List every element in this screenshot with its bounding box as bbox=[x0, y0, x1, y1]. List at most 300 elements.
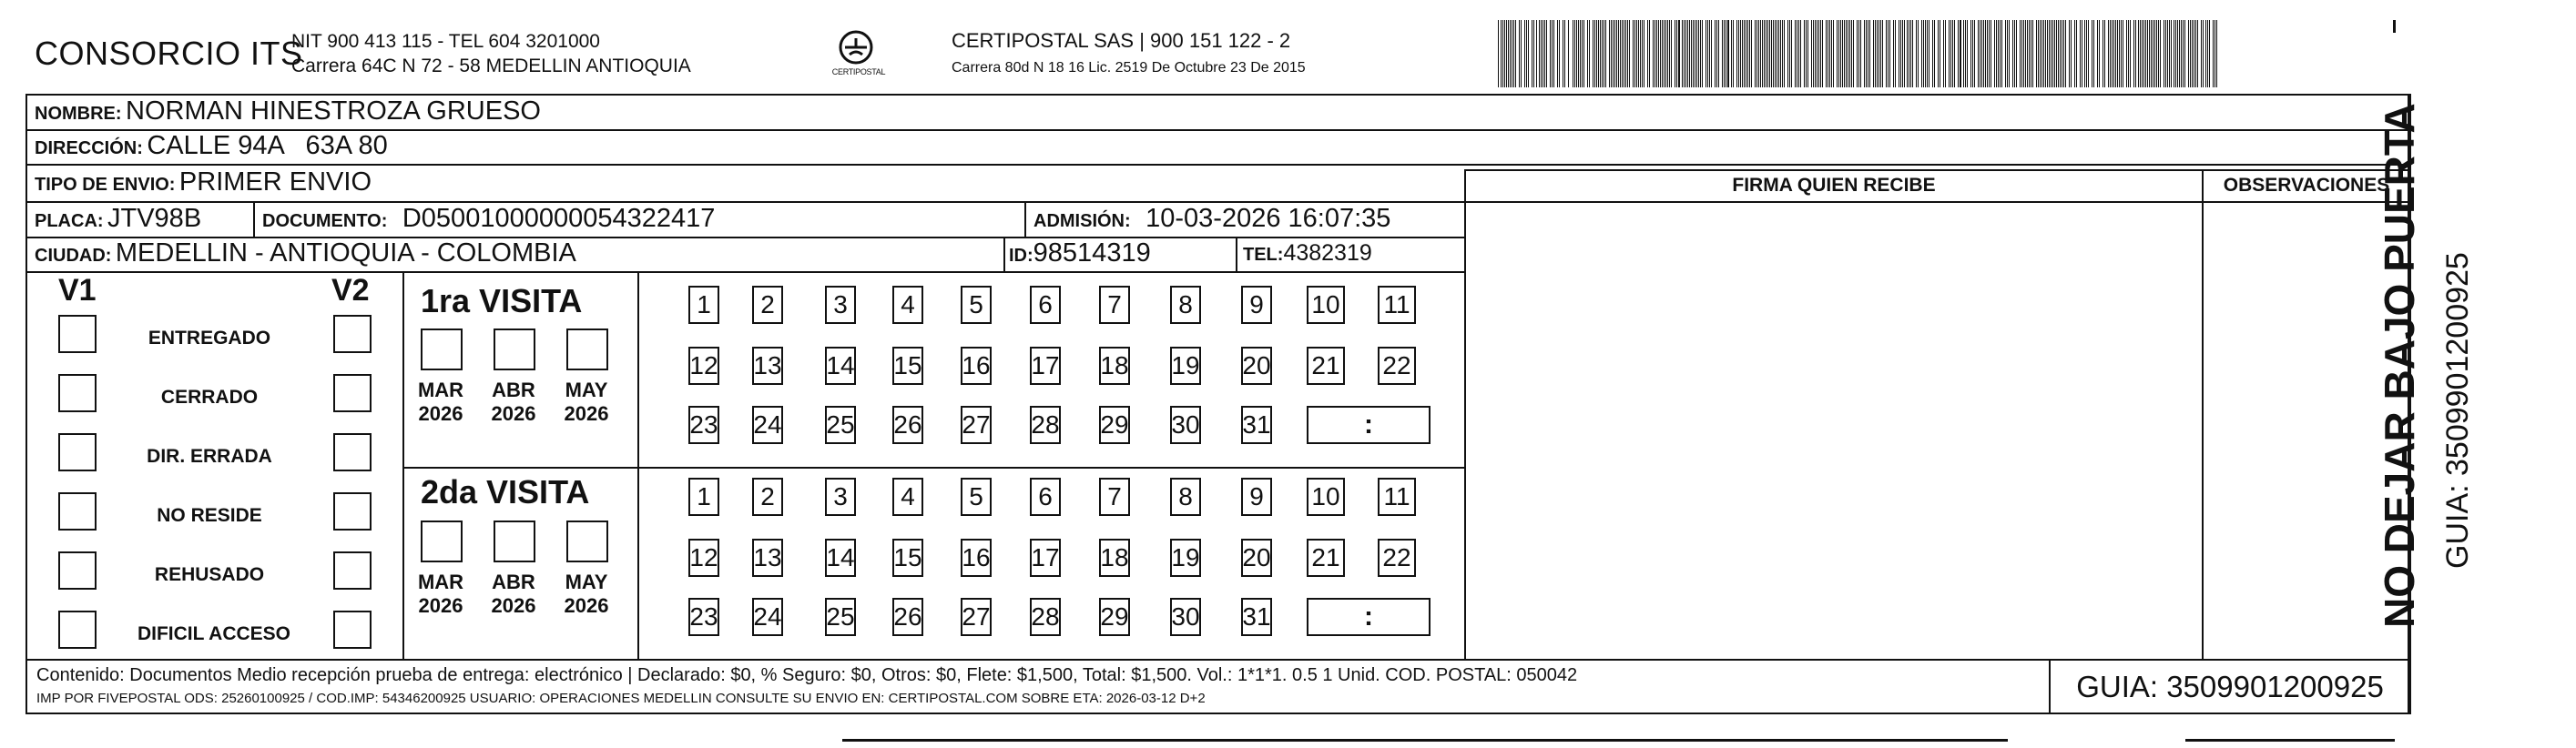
barcode-bar bbox=[1582, 20, 1583, 87]
barcode-bar bbox=[2052, 20, 2053, 87]
second-visit-day-box[interactable]: 23 bbox=[688, 598, 719, 636]
first-visit-day-box[interactable]: 31 bbox=[1241, 406, 1272, 444]
second-visit-time-box[interactable]: : bbox=[1307, 598, 1431, 636]
v2-checkbox[interactable] bbox=[333, 315, 372, 353]
barcode-bar bbox=[2133, 20, 2134, 87]
id-label: ID: bbox=[1009, 246, 1033, 266]
barcode-bar bbox=[1506, 20, 1507, 87]
barcode-bar bbox=[2115, 20, 2116, 87]
first-visit-day-box[interactable]: 21 bbox=[1307, 347, 1345, 385]
barcode-bar bbox=[2049, 20, 2050, 87]
barcode-bar bbox=[1702, 20, 1703, 87]
barcode-bar bbox=[1711, 20, 1712, 87]
barcode-bar bbox=[1698, 20, 1699, 87]
barcode-bar bbox=[1589, 20, 1590, 87]
second-visit-day-box[interactable]: 22 bbox=[1378, 539, 1416, 577]
second-visit-day-box[interactable]: 17 bbox=[1030, 539, 1061, 577]
second-visit-day-box[interactable]: 12 bbox=[688, 539, 719, 577]
second-visit-day-box[interactable]: 19 bbox=[1170, 539, 1201, 577]
barcode-bar bbox=[1869, 20, 1870, 87]
first-visit-day-box[interactable]: 26 bbox=[892, 406, 923, 444]
barcode-bar bbox=[1622, 20, 1623, 87]
barcode-bar bbox=[2056, 20, 2057, 87]
first-visit-day-box[interactable]: 6 bbox=[1030, 286, 1061, 324]
barcode-bar bbox=[1902, 20, 1903, 87]
v2-checkbox[interactable] bbox=[333, 433, 372, 471]
barcode-bar bbox=[1596, 20, 1597, 87]
barcode-bar bbox=[1864, 20, 1865, 87]
barcode-bar bbox=[1664, 20, 1665, 87]
status-label: REHUSADO bbox=[154, 564, 265, 585]
barcode-bar bbox=[1782, 20, 1783, 87]
barcode-bar bbox=[1602, 20, 1603, 87]
first-visit-month-label bbox=[413, 379, 468, 426]
first-visit-day-box[interactable]: 3 bbox=[825, 286, 856, 324]
barcode-bar bbox=[2165, 20, 2166, 87]
barcode-bar bbox=[1965, 20, 1966, 87]
barcode-bar bbox=[1557, 20, 1558, 87]
first-visit-day-box[interactable]: 12 bbox=[688, 347, 719, 385]
barcode-bar bbox=[1616, 20, 1617, 87]
barcode-bar bbox=[2045, 20, 2046, 87]
first-visit-day-box[interactable]: 18 bbox=[1099, 347, 1130, 385]
barcode-bar bbox=[1553, 20, 1554, 87]
barcode-bar bbox=[1880, 20, 1881, 87]
v1-checkbox[interactable] bbox=[58, 374, 97, 412]
month-year: 2026 bbox=[564, 594, 609, 617]
barcode-bar bbox=[2181, 20, 2182, 87]
first-visit-day-box[interactable]: 16 bbox=[961, 347, 992, 385]
barcode-bar bbox=[1780, 20, 1781, 87]
barcode-bar bbox=[1521, 20, 1522, 87]
barcode-bar bbox=[1510, 20, 1511, 87]
barcode-bar bbox=[1600, 20, 1601, 87]
barcode-bar bbox=[2169, 20, 2170, 87]
barcode-bar bbox=[1950, 20, 1951, 87]
barcode-bar bbox=[1638, 20, 1639, 87]
second-visit-day-box[interactable]: 6 bbox=[1030, 478, 1061, 516]
barcode-bar bbox=[2016, 20, 2017, 87]
documento-cell bbox=[262, 204, 715, 234]
signature-area[interactable] bbox=[1466, 203, 2200, 657]
second-visit-day-box[interactable]: 13 bbox=[752, 539, 783, 577]
barcode-bar bbox=[1559, 20, 1560, 87]
barcode-bar bbox=[1895, 20, 1896, 87]
barcode-bar bbox=[1598, 20, 1599, 87]
barcode-bar bbox=[2074, 20, 2075, 87]
barcode-bar bbox=[2112, 20, 2113, 87]
barcode-bar bbox=[1715, 20, 1716, 87]
barcode-bar bbox=[2110, 20, 2111, 87]
second-visit-day-box[interactable]: 11 bbox=[1378, 478, 1416, 516]
barcode-bar bbox=[2014, 20, 2015, 87]
second-visit-day-box[interactable]: 7 bbox=[1099, 478, 1130, 516]
second-visit-month-checkbox[interactable] bbox=[494, 521, 535, 562]
barcode-bar bbox=[1773, 20, 1774, 87]
guia-number: GUIA: 3509901200925 bbox=[2049, 659, 2409, 714]
barcode-bar bbox=[2065, 20, 2066, 87]
barcode-bar bbox=[1818, 20, 1819, 87]
barcode-bar bbox=[1620, 20, 1621, 87]
second-visit-day-box[interactable]: 8 bbox=[1170, 478, 1201, 516]
second-visit-day-box[interactable]: 30 bbox=[1170, 598, 1201, 636]
second-visit-day-box[interactable]: 25 bbox=[825, 598, 856, 636]
barcode-bar bbox=[2012, 20, 2013, 87]
first-visit-day-box[interactable]: 24 bbox=[752, 406, 783, 444]
barcode-bar bbox=[1636, 20, 1637, 87]
barcode-bar bbox=[1826, 20, 1827, 87]
first-visit-month-checkbox[interactable] bbox=[566, 329, 608, 370]
status-label: NO RESIDE bbox=[157, 505, 262, 526]
second-visit-day-box[interactable]: 21 bbox=[1307, 539, 1345, 577]
barcode-bar bbox=[1833, 20, 1834, 87]
barcode-bar bbox=[1960, 20, 1961, 87]
barcode-bar bbox=[1513, 20, 1514, 87]
tipo-label: TIPO DE ENVIO: bbox=[35, 175, 176, 195]
certipostal-line: CERTIPOSTAL SAS | 900 151 122 - 2 bbox=[952, 29, 1291, 52]
v1-checkbox[interactable] bbox=[58, 551, 97, 590]
second-visit-day-box[interactable]: 14 bbox=[825, 539, 856, 577]
documento-label: DOCUMENTO: bbox=[262, 211, 388, 231]
first-visit-day-box[interactable]: 4 bbox=[892, 286, 923, 324]
barcode-bar bbox=[1744, 20, 1745, 87]
barcode-bar bbox=[1609, 20, 1610, 87]
second-visit-day-box[interactable]: 9 bbox=[1241, 478, 1272, 516]
barcode-bar bbox=[2130, 20, 2131, 87]
barcode-bar bbox=[1989, 20, 1990, 87]
barcode-bar bbox=[1981, 20, 1982, 87]
barcode-bar bbox=[1671, 20, 1672, 87]
second-visit-day-box[interactable]: 28 bbox=[1030, 598, 1061, 636]
first-visit-day-box[interactable]: 28 bbox=[1030, 406, 1061, 444]
barcode-bar bbox=[2126, 20, 2127, 87]
direccion-label: DIRECCIÓN: bbox=[35, 138, 143, 158]
second-visit-day-box[interactable]: 3 bbox=[825, 478, 856, 516]
nombre-value: NORMAN HINESTROZA GRUESO bbox=[126, 96, 541, 126]
first-visit-day-box[interactable]: 7 bbox=[1099, 286, 1130, 324]
barcode-bar bbox=[2040, 20, 2041, 87]
barcode-bar bbox=[1647, 20, 1648, 87]
second-visit-day-box[interactable]: 24 bbox=[752, 598, 783, 636]
barcode-bar bbox=[1676, 20, 1677, 87]
barcode-bar bbox=[2143, 20, 2144, 87]
barcode-bar bbox=[1629, 20, 1630, 87]
first-visit-month-checkbox[interactable] bbox=[421, 329, 463, 370]
barcode-bar bbox=[1662, 20, 1663, 87]
barcode-bar bbox=[1705, 20, 1706, 87]
first-visit-day-box[interactable]: 23 bbox=[688, 406, 719, 444]
barcode-bar bbox=[1888, 20, 1889, 87]
v2-checkbox[interactable] bbox=[333, 611, 372, 649]
v1-checkbox[interactable] bbox=[58, 315, 97, 353]
barcode-bar bbox=[1678, 20, 1680, 87]
barcode-bar bbox=[1687, 20, 1688, 87]
barcode-bar bbox=[1983, 20, 1984, 87]
barcode-bar bbox=[2121, 20, 2122, 87]
col-divider bbox=[253, 201, 255, 237]
barcode-bar bbox=[2021, 20, 2022, 87]
barcode-bar bbox=[1693, 20, 1694, 87]
barcode-bar bbox=[2149, 20, 2150, 87]
direccion-row bbox=[35, 131, 388, 161]
tipo-row bbox=[35, 167, 372, 197]
barcode-bar bbox=[1771, 20, 1772, 87]
ciudad-value: MEDELLIN - ANTIOQUIA - COLOMBIA bbox=[115, 238, 576, 268]
barcode-bar bbox=[1923, 20, 1924, 87]
barcode-bar bbox=[1844, 20, 1845, 87]
barcode-bar bbox=[1742, 20, 1743, 87]
barcode-bar bbox=[2038, 20, 2039, 87]
barcode-bar bbox=[2069, 20, 2070, 87]
barcode-bar bbox=[2147, 20, 2148, 87]
barcode-bar bbox=[2005, 20, 2006, 87]
barcode-bar bbox=[2054, 20, 2055, 87]
barcode-bar bbox=[1829, 20, 1830, 87]
barcode-bar bbox=[1756, 20, 1757, 87]
barcode-bar bbox=[2135, 20, 2136, 87]
v2-checkbox[interactable] bbox=[333, 374, 372, 412]
first-visit-day-box[interactable]: 29 bbox=[1099, 406, 1130, 444]
barcode-bar bbox=[2175, 20, 2176, 87]
barcode-bar bbox=[1568, 20, 1569, 87]
barcode-bar bbox=[1851, 20, 1852, 87]
barcode-bar bbox=[1858, 20, 1859, 87]
barcode-bar bbox=[1882, 20, 1883, 87]
barcode-bar bbox=[1875, 20, 1876, 87]
barcode-bar bbox=[2071, 20, 2072, 87]
placa-cell bbox=[35, 204, 201, 234]
barcode-bar bbox=[1634, 20, 1635, 87]
first-visit-day-box[interactable]: 17 bbox=[1030, 347, 1061, 385]
second-visit-day-box[interactable]: 5 bbox=[961, 478, 992, 516]
v2-checkbox[interactable] bbox=[333, 492, 372, 531]
v1-checkbox[interactable] bbox=[58, 611, 97, 649]
barcode-bar bbox=[1709, 20, 1710, 87]
barcode-bar bbox=[2213, 20, 2214, 87]
row-divider bbox=[25, 164, 2409, 166]
barcode-bar bbox=[2156, 20, 2157, 87]
barcode-bar bbox=[1758, 20, 1759, 87]
second-visit-day-box[interactable]: 29 bbox=[1099, 598, 1130, 636]
barcode-bar bbox=[1640, 20, 1641, 87]
first-visit-day-box[interactable]: 20 bbox=[1241, 347, 1272, 385]
barcode-bar bbox=[1972, 20, 1973, 87]
barcode-bar bbox=[2179, 20, 2180, 87]
barcode-bar bbox=[1685, 20, 1686, 87]
month-year: 2026 bbox=[418, 402, 463, 425]
certipostal-address: Carrera 80d N 18 16 Lic. 2519 De Octubre 23 De 2015 bbox=[952, 60, 1306, 76]
first-visit-day-box[interactable]: 5 bbox=[961, 286, 992, 324]
barcode-bar bbox=[2000, 20, 2001, 87]
barcode-bar bbox=[1987, 20, 1988, 87]
second-visit-month-checkbox[interactable] bbox=[421, 521, 463, 562]
barcode-bar bbox=[2209, 20, 2210, 87]
v2-checkbox[interactable] bbox=[333, 551, 372, 590]
barcode-bar bbox=[1791, 20, 1792, 87]
second-visit-day-box[interactable]: 26 bbox=[892, 598, 923, 636]
barcode-bar bbox=[1907, 20, 1908, 87]
first-visit-day-box[interactable]: 2 bbox=[752, 286, 783, 324]
barcode-bar bbox=[2097, 20, 2098, 87]
id-cell bbox=[1009, 238, 1151, 268]
barcode-bar bbox=[1787, 20, 1788, 87]
barcode-bar bbox=[1526, 20, 1527, 87]
month-name: MAR bbox=[417, 379, 464, 401]
second-visit-month-checkbox[interactable] bbox=[566, 521, 608, 562]
barcode-bar bbox=[1660, 20, 1661, 87]
second-visit-day-box[interactable]: 20 bbox=[1241, 539, 1272, 577]
second-visit-day-box[interactable]: 2 bbox=[752, 478, 783, 516]
barcode-bar bbox=[1736, 20, 1737, 87]
barcode-bar bbox=[1978, 20, 1979, 87]
barcode-bar bbox=[1541, 20, 1542, 87]
barcode-bar bbox=[1552, 20, 1553, 87]
month-name: MAY bbox=[565, 379, 608, 401]
documento-value: D05001000000054322417 bbox=[402, 204, 716, 233]
barcode-bar bbox=[1691, 20, 1692, 87]
barcode-bar bbox=[2201, 20, 2202, 87]
barcode-bar bbox=[1970, 20, 1971, 87]
tel-value: 4382319 bbox=[1283, 240, 1372, 266]
barcode-bar bbox=[2160, 20, 2161, 87]
barcode-bar bbox=[1784, 20, 1785, 87]
first-visit-day-box[interactable]: 11 bbox=[1378, 286, 1416, 324]
barcode-bar bbox=[1910, 20, 1911, 87]
month-name: MAY bbox=[565, 571, 608, 593]
barcode-bar bbox=[2142, 20, 2143, 87]
first-visit-day-box[interactable]: 1 bbox=[688, 286, 719, 324]
barcode-bar bbox=[2145, 20, 2146, 87]
first-visit-day-box[interactable]: 13 bbox=[752, 347, 783, 385]
barcode-bar bbox=[2203, 20, 2204, 87]
barcode-bar bbox=[1627, 20, 1628, 87]
barcode-bar bbox=[1642, 20, 1643, 87]
barcode-bar bbox=[2104, 20, 2105, 87]
barcode-bar bbox=[1838, 20, 1839, 87]
first-visit-day-box[interactable]: 22 bbox=[1378, 347, 1416, 385]
barcode-bar bbox=[1716, 20, 1717, 87]
barcode-bar bbox=[2167, 20, 2168, 87]
barcode bbox=[1498, 20, 2222, 87]
first-visit-month-checkbox[interactable] bbox=[494, 329, 535, 370]
col-divider bbox=[1003, 237, 1005, 271]
barcode-bar bbox=[1769, 20, 1770, 87]
barcode-bar bbox=[1822, 20, 1823, 87]
second-visit-day-box[interactable]: 16 bbox=[961, 539, 992, 577]
barcode-bar bbox=[1580, 20, 1581, 87]
barcode-bar bbox=[1945, 20, 1946, 87]
v1-checkbox[interactable] bbox=[58, 492, 97, 531]
barcode-bar bbox=[1508, 20, 1509, 87]
barcode-bar bbox=[1669, 20, 1670, 87]
barcode-bar bbox=[1974, 20, 1975, 87]
barcode-bar bbox=[1738, 20, 1739, 87]
barcode-bar bbox=[1820, 20, 1821, 87]
tel-label: TEL: bbox=[1243, 245, 1284, 265]
barcode-bar bbox=[1952, 20, 1953, 87]
first-visit-day-box[interactable]: 14 bbox=[825, 347, 856, 385]
company-contact bbox=[291, 29, 691, 78]
first-visit-day-box[interactable]: 10 bbox=[1307, 286, 1345, 324]
barcode-bar bbox=[1846, 20, 1847, 87]
second-visit-day-box[interactable]: 18 bbox=[1099, 539, 1130, 577]
barcode-bar bbox=[2188, 20, 2189, 87]
scan-line bbox=[2185, 739, 2395, 742]
barcode-bar bbox=[1857, 20, 1858, 87]
second-visit-day-box[interactable]: 15 bbox=[892, 539, 923, 577]
barcode-bar bbox=[2195, 20, 2196, 87]
barcode-bar bbox=[1755, 20, 1756, 87]
barcode-bar bbox=[1665, 20, 1666, 87]
second-visit-day-box[interactable]: 4 bbox=[892, 478, 923, 516]
first-visit-time-box[interactable]: : bbox=[1307, 406, 1431, 444]
barcode-bar bbox=[2063, 20, 2064, 87]
barcode-bar bbox=[2108, 20, 2109, 87]
row-divider bbox=[1464, 169, 2409, 171]
first-visit-day-box[interactable]: 8 bbox=[1170, 286, 1201, 324]
barcode-bar bbox=[2190, 20, 2191, 87]
barcode-bar bbox=[1996, 20, 1997, 87]
barcode-bar bbox=[2058, 20, 2059, 87]
barcode-bar bbox=[1932, 20, 1933, 87]
second-visit-day-box[interactable]: 31 bbox=[1241, 598, 1272, 636]
first-visit-day-box[interactable]: 27 bbox=[961, 406, 992, 444]
barcode-bar bbox=[1605, 20, 1606, 87]
barcode-bar bbox=[2151, 20, 2152, 87]
barcode-bar bbox=[2192, 20, 2193, 87]
barcode-bar bbox=[1789, 20, 1790, 87]
barcode-bar bbox=[2117, 20, 2118, 87]
barcode-bar bbox=[1501, 20, 1502, 87]
barcode-bar bbox=[1536, 20, 1537, 87]
barcode-bar bbox=[1831, 20, 1832, 87]
barcode-bar bbox=[1775, 20, 1776, 87]
barcode-bar bbox=[2183, 20, 2184, 87]
barcode-bar bbox=[1893, 20, 1894, 87]
first-visit-day-box[interactable]: 30 bbox=[1170, 406, 1201, 444]
barcode-bar bbox=[2051, 20, 2052, 87]
placa-label: PLACA: bbox=[35, 211, 104, 231]
nit-line: NIT 900 413 115 - TEL 604 3201000 bbox=[291, 31, 600, 52]
barcode-bar bbox=[1502, 20, 1503, 87]
barcode-bar bbox=[2020, 20, 2021, 87]
barcode-bar bbox=[1963, 20, 1964, 87]
first-visit-day-box[interactable]: 25 bbox=[825, 406, 856, 444]
barcode-bar bbox=[2025, 20, 2026, 87]
first-visit-day-box[interactable]: 15 bbox=[892, 347, 923, 385]
admision-label: ADMISIÓN: bbox=[1033, 211, 1131, 231]
barcode-bar bbox=[1813, 20, 1814, 87]
barcode-bar bbox=[1618, 20, 1619, 87]
barcode-bar bbox=[1515, 20, 1516, 87]
second-visit-day-box[interactable]: 10 bbox=[1307, 478, 1345, 516]
col-divider bbox=[1236, 237, 1237, 271]
barcode-bar bbox=[2036, 20, 2037, 87]
first-visit-day-box[interactable]: 19 bbox=[1170, 347, 1201, 385]
row-divider bbox=[402, 467, 1464, 469]
v1-checkbox[interactable] bbox=[58, 433, 97, 471]
barcode-bar bbox=[1528, 20, 1529, 87]
barcode-bar bbox=[1807, 20, 1808, 87]
side-notice: NO DEJAR BAJO PUERTA bbox=[2376, 103, 2423, 628]
second-visit-day-box[interactable]: 1 bbox=[688, 478, 719, 516]
first-visit-day-box[interactable]: 9 bbox=[1241, 286, 1272, 324]
barcode-bar bbox=[1751, 20, 1752, 87]
barcode-bar bbox=[1943, 20, 1944, 87]
barcode-bar bbox=[1918, 20, 1919, 87]
observaciones-header: OBSERVACIONES bbox=[2223, 175, 2390, 196]
second-visit-day-box[interactable]: 27 bbox=[961, 598, 992, 636]
